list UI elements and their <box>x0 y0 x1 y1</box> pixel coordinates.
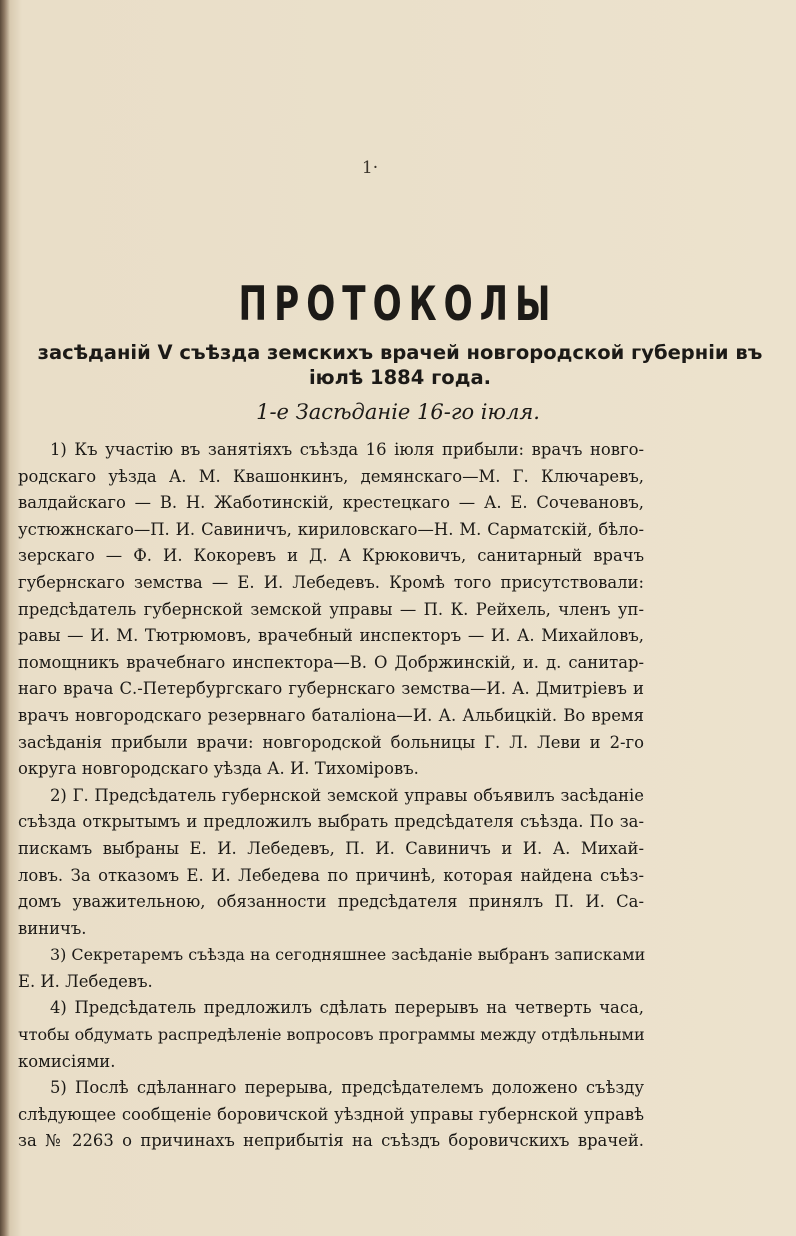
text-line: Е. И. Лебедевъ. <box>18 971 153 991</box>
text-line: виничъ. <box>18 918 87 938</box>
page-number: 1· <box>361 158 379 178</box>
text-line: равы — И. М. Тютрюмовъ, врачебный инспекторъ — И. А. Михайловъ, <box>18 626 644 646</box>
text-line: 2) Г. Предсѣдатель губернской земской управы объявилъ засѣданіе <box>50 785 644 805</box>
text-line: наго врача С.-Петербургскаго губернскаго земства—И. А. Дмитріевъ и <box>18 679 644 699</box>
subtitle-line: іюлѣ 1884 года. <box>308 366 492 389</box>
text-line: 3) Секретаремъ съѣзда на сегодняшнее засѣданіе выбранъ записками <box>50 945 646 965</box>
text-line: губернскаго земства — Е. И. Лебедевъ. Кромѣ того присутствовали: <box>18 572 644 592</box>
text-line: врачъ новгородскаго резервнаго баталіона—И. А. Альбицкій. Во время <box>18 705 644 725</box>
subtitle-line: засѣданій V съѣзда земскихъ врачей новгородской губерніи въ <box>37 341 763 364</box>
text-line: засѣданія прибыли врачи: новгородской больницы Г. Л. Леви и 2-го <box>18 732 644 752</box>
document-title: ПРОТОКОЛЫ <box>238 276 558 331</box>
text-line: за № 2263 о причинахъ неприбытія на съѣздъ боровичскихъ врачей. <box>18 1131 644 1151</box>
text-line: домъ уважительною, обязанности предсѣдателя принялъ П. И. Са- <box>18 892 644 912</box>
text-line: 5) Послѣ сдѣланнаго перерыва, предсѣдателемъ доложено съѣзду <box>50 1078 644 1098</box>
session-heading: 1-е Засѣданіе 16-го іюля. <box>256 400 540 424</box>
text-line: слѣдующее сообщеніе боровичской уѣздной управы губернской управѣ <box>18 1104 644 1124</box>
text-line: съѣзда открытымъ и предложилъ выбрать предсѣдателя съѣзда. По за- <box>18 812 644 832</box>
text-line: комисіями. <box>18 1051 116 1071</box>
text-line: 4) Предсѣдатель предложилъ сдѣлать перерывъ на четверть часа, <box>50 998 644 1018</box>
text-line: предсѣдатель губернской земской управы — П. К. Рейхель, членъ уп- <box>18 599 644 619</box>
document-subtitle <box>20 340 780 390</box>
protocol-body <box>18 437 644 1155</box>
text-line: помощникъ врачебнаго инспектора—В. О Добржинскій, и. д. санитар- <box>18 652 644 672</box>
text-line: устюжнскаго—П. И. Савиничъ, кириловскаго—Н. М. Сарматскій, бѣло- <box>18 519 644 539</box>
text-line: валдайскаго — В. Н. Жаботинскій, крестецкаго — А. Е. Сочевановъ, <box>18 493 644 513</box>
text-line: пискамъ выбраны Е. И. Лебедевъ, П. И. Савиничъ и И. А. Михай- <box>18 838 644 858</box>
text-line: зерскаго — Ф. И. Кокоревъ и Д. А Крюковичъ, санитарный врачъ <box>18 546 644 566</box>
text-line: ловъ. За отказомъ Е. И. Лебедева по причинѣ, которая найдена съѣз- <box>18 865 644 885</box>
text-line: чтобы обдумать распредѣленіе вопросовъ программы между отдѣльными <box>18 1025 645 1045</box>
text-line: родскаго уѣзда А. М. Квашонкинъ, демянскаго—М. Г. Ключаревъ, <box>18 466 644 486</box>
text-line: 1) Къ участію въ занятіяхъ съѣзда 16 іюля прибыли: врачъ новго- <box>50 440 644 459</box>
text-line: округа новгородскаго уѣзда А. И. Тихоміровъ. <box>18 759 419 779</box>
